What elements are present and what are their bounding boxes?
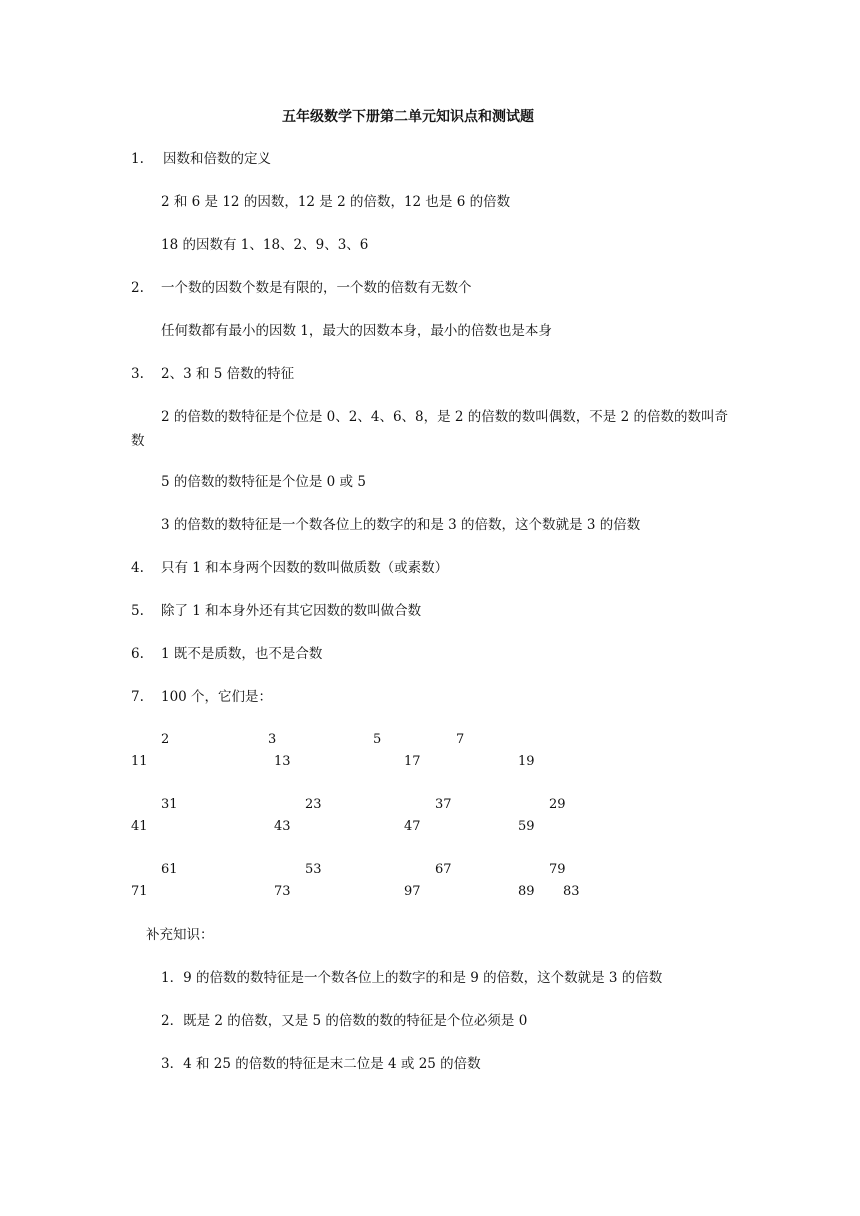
prime-number: 71	[131, 884, 148, 899]
prime-number: 31	[161, 797, 178, 812]
prime-number: 73	[274, 884, 291, 899]
section-1-heading: 因数和倍数的定义	[163, 151, 271, 167]
supplement-item: 2．既是 2 的倍数，又是 5 的倍数的数的特征是个位必须是 0	[161, 1013, 528, 1029]
prime-number: 3	[268, 732, 277, 747]
section-2-number: 2.	[131, 280, 144, 296]
section-7-text: 100 个，它们是：	[161, 689, 273, 705]
supplement-heading: 补充知识：	[146, 927, 214, 943]
section-5-number: 5.	[131, 603, 144, 619]
section-5-text: 除了 1 和本身外还有其它因数的数叫做合数	[161, 603, 422, 619]
prime-number: 37	[435, 797, 452, 812]
section-4-text: 只有 1 和本身两个因数的数叫做质数（或素数）	[161, 560, 449, 576]
prime-number: 53	[305, 862, 322, 877]
section-3-multiple-of-3: 3 的倍数的数特征是一个数各位上的数字的和是 3 的倍数，这个数就是 3 的倍数	[161, 517, 641, 533]
section-1-factors: 18 的因数有 1、18、2、9、3、6	[161, 237, 369, 253]
prime-number: 67	[435, 862, 452, 877]
prime-number: 59	[518, 819, 535, 834]
prime-number: 29	[549, 797, 566, 812]
prime-number: 13	[274, 754, 291, 769]
section-3-number: 3.	[131, 366, 144, 382]
prime-number: 7	[456, 732, 465, 747]
prime-number: 23	[305, 797, 322, 812]
section-3-heading: 2、3 和 5 倍数的特征	[161, 366, 295, 382]
section-3-multiple-of-5: 5 的倍数的数特征是个位是 0 或 5	[161, 474, 366, 490]
section-6-number: 6.	[131, 646, 144, 662]
prime-number: 47	[404, 819, 421, 834]
prime-number: 79	[549, 862, 566, 877]
prime-number: 11	[131, 754, 148, 769]
prime-number: 2	[161, 732, 170, 747]
section-2-heading: 一个数的因数个数是有限的，一个数的倍数有无数个	[161, 280, 472, 296]
prime-number: 43	[274, 819, 291, 834]
section-1-number: 1.	[131, 151, 144, 167]
prime-number: 61	[161, 862, 178, 877]
prime-number: 41	[131, 819, 148, 834]
prime-number: 19	[518, 754, 535, 769]
prime-number: 17	[404, 754, 421, 769]
section-7-number: 7.	[131, 689, 144, 705]
prime-number: 89	[518, 884, 535, 899]
section-2-detail: 任何数都有最小的因数 1，最大的因数本身，最小的倍数也是本身	[161, 323, 552, 339]
section-6-text: 1 既不是质数，也不是合数	[161, 646, 323, 662]
section-4-number: 4.	[131, 560, 144, 576]
section-1-example: 2 和 6 是 12 的因数，12 是 2 的倍数，12 也是 6 的倍数	[161, 194, 511, 210]
supplement-item: 3．4 和 25 的倍数的特征是末二位是 4 或 25 的倍数	[161, 1056, 481, 1072]
prime-number: 97	[404, 884, 421, 899]
supplement-item: 1．9 的倍数的数特征是一个数各位上的数字的和是 9 的倍数，这个数就是 3 的倍数	[161, 970, 663, 986]
prime-number: 83	[563, 884, 580, 899]
section-3-multiple-of-2: 2 的倍数的数特征是个位是 0、2、4、6、8，是 2 的倍数的数叫偶数，不是 2 的倍数的数叫奇数	[131, 409, 728, 449]
prime-number: 5	[373, 732, 382, 747]
page-title: 五年级数学下册第二单元知识点和测试题	[282, 109, 534, 125]
